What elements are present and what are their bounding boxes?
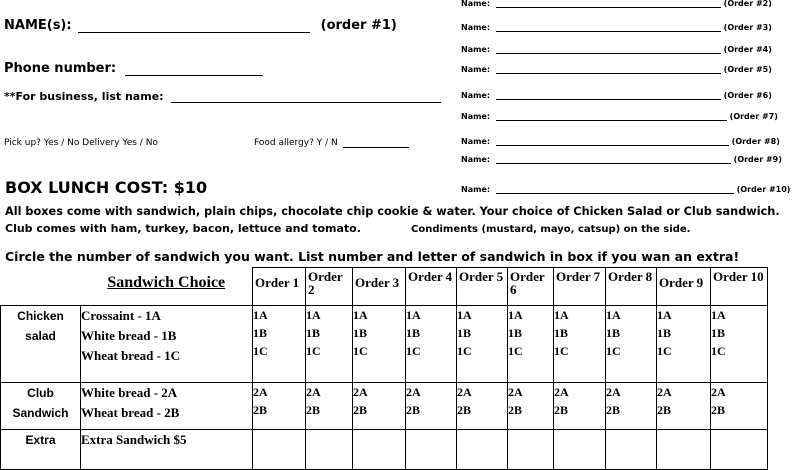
- order-header-6: Order 6: [508, 268, 554, 306]
- option-2b[interactable]: 2B: [406, 403, 421, 417]
- order-header-5: Order 5: [457, 268, 508, 306]
- option-1c[interactable]: 1C: [554, 344, 569, 358]
- business-input-line[interactable]: [171, 90, 441, 103]
- order-header-7: Order 7: [554, 268, 606, 306]
- order5-club-options[interactable]: [457, 383, 508, 430]
- order7-club-options[interactable]: [554, 383, 606, 430]
- option-2b[interactable]: 2B: [457, 403, 472, 417]
- name-input-line[interactable]: [496, 185, 734, 194]
- name-label: Name:: [461, 23, 491, 32]
- option-1c[interactable]: 1C: [657, 344, 672, 358]
- option-1b[interactable]: 1B: [306, 326, 321, 340]
- names-label: NAME(s):: [4, 18, 72, 33]
- order2-chicken-options[interactable]: [306, 306, 353, 383]
- option-1a[interactable]: 1A: [711, 308, 726, 322]
- chicken-salad-items: [81, 306, 253, 383]
- option-1b[interactable]: 1B: [457, 326, 472, 340]
- item-white-bread-2a: White bread - 2A: [81, 385, 178, 400]
- order-number-label: (Order #4): [723, 45, 772, 54]
- name-input-line[interactable]: [496, 91, 721, 100]
- name-label: Name:: [461, 137, 491, 146]
- business-field[interactable]: [4, 90, 441, 103]
- option-2a[interactable]: 2A: [554, 385, 569, 399]
- order9-club-options[interactable]: [657, 383, 711, 430]
- option-2b[interactable]: 2B: [253, 403, 268, 417]
- option-1c[interactable]: 1C: [457, 344, 472, 358]
- phone-label: Phone number:: [4, 61, 117, 76]
- order-header-9: Order 9: [657, 268, 711, 306]
- name-input-line[interactable]: [496, 0, 721, 8]
- option-1a[interactable]: 1A: [606, 308, 621, 322]
- order3-club-options[interactable]: [353, 383, 406, 430]
- order8-club-options[interactable]: [606, 383, 657, 430]
- name-label: Name:: [461, 112, 491, 121]
- box-lunch-cost: BOX LUNCH COST: $10: [5, 178, 208, 197]
- name-input-line[interactable]: [496, 112, 727, 121]
- category-extra: Extra: [1, 430, 81, 470]
- name-row-order9[interactable]: [461, 155, 782, 164]
- name-label: Name:: [461, 65, 491, 74]
- item-crossaint: Crossaint - 1A: [81, 308, 161, 323]
- order6-chicken-options[interactable]: [508, 306, 554, 383]
- option-1a[interactable]: 1A: [306, 308, 321, 322]
- option-2b[interactable]: 2B: [306, 403, 321, 417]
- option-2b[interactable]: 2B: [606, 403, 621, 417]
- option-1a[interactable]: 1A: [508, 308, 523, 322]
- allergy-field[interactable]: [254, 138, 409, 148]
- option-2a[interactable]: 2A: [406, 385, 421, 399]
- order-header-8: Order 8: [606, 268, 657, 306]
- option-1b[interactable]: 1B: [711, 326, 726, 340]
- option-1c[interactable]: 1C: [353, 344, 368, 358]
- order10-chicken-options[interactable]: [711, 306, 768, 383]
- order-header-10: Order 10: [711, 268, 768, 306]
- name-row-order4[interactable]: [461, 45, 772, 54]
- order1-label: (order #1): [320, 18, 397, 33]
- order4-club-options[interactable]: [406, 383, 457, 430]
- name-label: Name:: [461, 155, 491, 164]
- condiments-text: Condiments (mustard, mayo, catsup) on the side.: [411, 224, 691, 235]
- item-wheat-bread-1c: Wheat bread - 1C: [81, 348, 181, 363]
- option-2a[interactable]: 2A: [457, 385, 472, 399]
- name-row-order3[interactable]: [461, 23, 772, 32]
- name-row-order2[interactable]: [461, 0, 772, 8]
- table-header-row: [1, 268, 768, 306]
- option-2a[interactable]: 2A: [711, 385, 726, 399]
- names-field[interactable]: [4, 18, 397, 33]
- option-1a[interactable]: 1A: [353, 308, 368, 322]
- option-1b[interactable]: 1B: [353, 326, 368, 340]
- table-row-club-sandwich: [1, 383, 768, 430]
- name-input-line[interactable]: [496, 137, 729, 146]
- names-input-line[interactable]: [78, 18, 310, 33]
- option-2a[interactable]: 2A: [606, 385, 621, 399]
- club-contents-text: Club comes with ham, turkey, bacon, lettuce and tomato.: [5, 222, 361, 235]
- option-1c[interactable]: 1C: [253, 344, 268, 358]
- option-2a[interactable]: 2A: [253, 385, 268, 399]
- option-2a[interactable]: 2A: [353, 385, 368, 399]
- option-2a[interactable]: 2A: [657, 385, 672, 399]
- option-1a[interactable]: 1A: [554, 308, 569, 322]
- instruction-text: Circle the number of sandwich you want. List number and letter of sandwich in box if you wan an extra!: [5, 249, 740, 264]
- order-number-label: (Order #3): [723, 23, 772, 32]
- option-2b[interactable]: 2B: [508, 403, 523, 417]
- option-1a[interactable]: 1A: [406, 308, 421, 322]
- sandwich-choice-header: [81, 268, 253, 306]
- name-row-order8[interactable]: [461, 137, 780, 146]
- name-row-order5[interactable]: [461, 65, 772, 74]
- category-club-sandwich: Club Sandwich: [1, 383, 81, 430]
- order3-chicken-options[interactable]: [353, 306, 406, 383]
- allergy-label: Food allergy? Y / N: [254, 138, 338, 148]
- header-blank-cell: [1, 268, 81, 306]
- name-input-line[interactable]: [496, 65, 721, 74]
- box-contents-text: All boxes come with sandwich, plain chips, chocolate chip cookie & water. Your choice of Chicken Salad or Club sandwich.: [5, 205, 780, 218]
- option-1b[interactable]: 1B: [253, 326, 268, 340]
- order6-club-options[interactable]: [508, 383, 554, 430]
- item-extra-sandwich: Extra Sandwich $5: [81, 432, 187, 447]
- item-wheat-bread-2b: Wheat bread - 2B: [81, 405, 180, 420]
- option-2b[interactable]: 2B: [554, 403, 569, 417]
- business-label: **For business, list name:: [4, 90, 164, 103]
- name-input-line[interactable]: [496, 155, 731, 164]
- name-input-line[interactable]: [496, 23, 721, 32]
- name-label: Name:: [461, 91, 491, 100]
- allergy-input-line[interactable]: [343, 138, 409, 148]
- option-1a[interactable]: 1A: [253, 308, 268, 322]
- order5-chicken-options[interactable]: [457, 306, 508, 383]
- order10-club-options[interactable]: [711, 383, 768, 430]
- option-1c[interactable]: 1C: [606, 344, 621, 358]
- option-1a[interactable]: 1A: [457, 308, 472, 322]
- order-header-3: Order 3: [353, 268, 406, 306]
- order-number-label: (Order #6): [723, 91, 772, 100]
- order2-club-options[interactable]: [306, 383, 353, 430]
- order1-club-options[interactable]: [253, 383, 306, 430]
- order9-chicken-options[interactable]: [657, 306, 711, 383]
- option-2a[interactable]: 2A: [508, 385, 523, 399]
- name-row-order10[interactable]: [461, 185, 790, 194]
- option-2b[interactable]: 2B: [657, 403, 672, 417]
- order-number-label: (Order #5): [723, 65, 772, 74]
- item-white-bread-1b: White bread - 1B: [81, 328, 177, 343]
- option-1c[interactable]: 1C: [306, 344, 321, 358]
- option-1c[interactable]: 1C: [406, 344, 421, 358]
- option-1b[interactable]: 1B: [406, 326, 421, 340]
- order-number-label: (Order #7): [729, 112, 778, 121]
- phone-field[interactable]: [4, 61, 263, 76]
- name-row-order7[interactable]: [461, 112, 778, 121]
- name-row-order6[interactable]: [461, 91, 772, 100]
- pickup-label: Pick up? Yes / No Delivery Yes / No: [4, 138, 158, 148]
- name-label: Name:: [461, 45, 491, 54]
- table-row-chicken-salad: [1, 306, 768, 383]
- order4-chicken-options[interactable]: [406, 306, 457, 383]
- sandwich-choice-label: Sandwich Choice: [107, 273, 226, 291]
- club-sandwich-items: [81, 383, 253, 430]
- option-2a[interactable]: 2A: [306, 385, 321, 399]
- order-header-2: Order 2: [306, 268, 353, 306]
- option-1b[interactable]: 1B: [657, 326, 672, 340]
- name-label: Name:: [461, 185, 491, 194]
- order1-chicken-options[interactable]: [253, 306, 306, 383]
- order7-chicken-options[interactable]: [554, 306, 606, 383]
- option-2b[interactable]: 2B: [353, 403, 368, 417]
- phone-input-line[interactable]: [125, 61, 263, 76]
- name-input-line[interactable]: [496, 45, 721, 54]
- option-1b[interactable]: 1B: [508, 326, 523, 340]
- option-1c[interactable]: 1C: [711, 344, 726, 358]
- category-chicken-salad: Chicken salad: [1, 306, 81, 383]
- order-header-4: Order 4: [406, 268, 457, 306]
- sandwich-order-table: [0, 267, 768, 470]
- order-header-1: Order 1: [253, 268, 306, 306]
- option-1b[interactable]: 1B: [554, 326, 569, 340]
- order-number-label: (Order #10): [736, 185, 791, 194]
- pickup-delivery[interactable]: [4, 138, 158, 148]
- name-label: Name:: [461, 0, 491, 8]
- option-1a[interactable]: 1A: [657, 308, 672, 322]
- option-2b[interactable]: 2B: [711, 403, 726, 417]
- option-1b[interactable]: 1B: [606, 326, 621, 340]
- order8-chicken-options[interactable]: [606, 306, 657, 383]
- order-number-label: (Order #8): [731, 137, 780, 146]
- order-number-label: (Order #2): [723, 0, 772, 8]
- order-number-label: (Order #9): [733, 155, 782, 164]
- option-1c[interactable]: 1C: [508, 344, 523, 358]
